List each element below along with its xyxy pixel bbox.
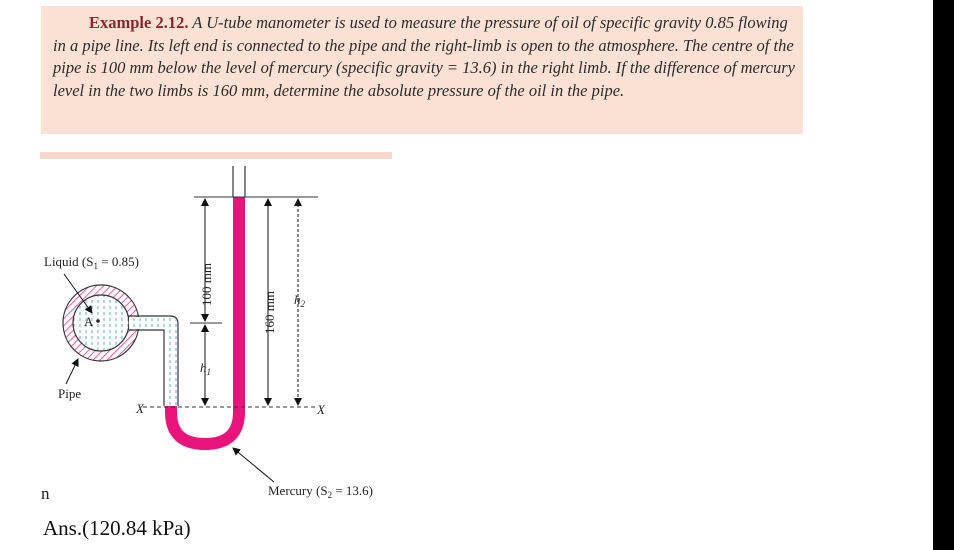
open-limb-tube [233,166,245,197]
x-right-label: X [317,402,325,417]
connecting-tube [128,316,178,406]
right-edge-bar [933,0,954,550]
x-left-label: X [136,401,144,416]
answer-text: Ans.(120.84 kPa) [43,516,191,540]
point-a-marker [96,319,100,323]
pipe-leader [66,359,78,384]
liquid-label: Liquid $(S_1 = 0.85)$ [44,254,139,271]
point-a-label: A [84,314,94,329]
stray-letter: n [41,484,50,503]
example-label: Example 2.12. [89,13,189,32]
mercury-leader [233,448,274,482]
problem-text: A U-tube manometer is used to measure the pressure of oil of specific gravity 0.85 flowing in a pipe line. Its left end is connected to the pipe and the right-limb is open to the atmosphere. The centre of the pipe is 100 mm below the level of mercury (specific gravity = 13.6) in the right limb. If the difference of mercury level in the two limbs is 160 mm, determine the absolute pressure of the oil in the pipe. [53,13,795,100]
pipe [63,285,139,361]
dim-100-label: 100 mm [199,263,214,306]
h1-label: $h_1$ [200,360,211,377]
dim-160-label: 160 mm [262,291,277,334]
h2-label: $h_2$ [294,292,305,309]
mercury-label: Mercury $(S_2 = 13.6)$ [268,483,373,500]
pipe-label: Pipe [58,386,82,401]
